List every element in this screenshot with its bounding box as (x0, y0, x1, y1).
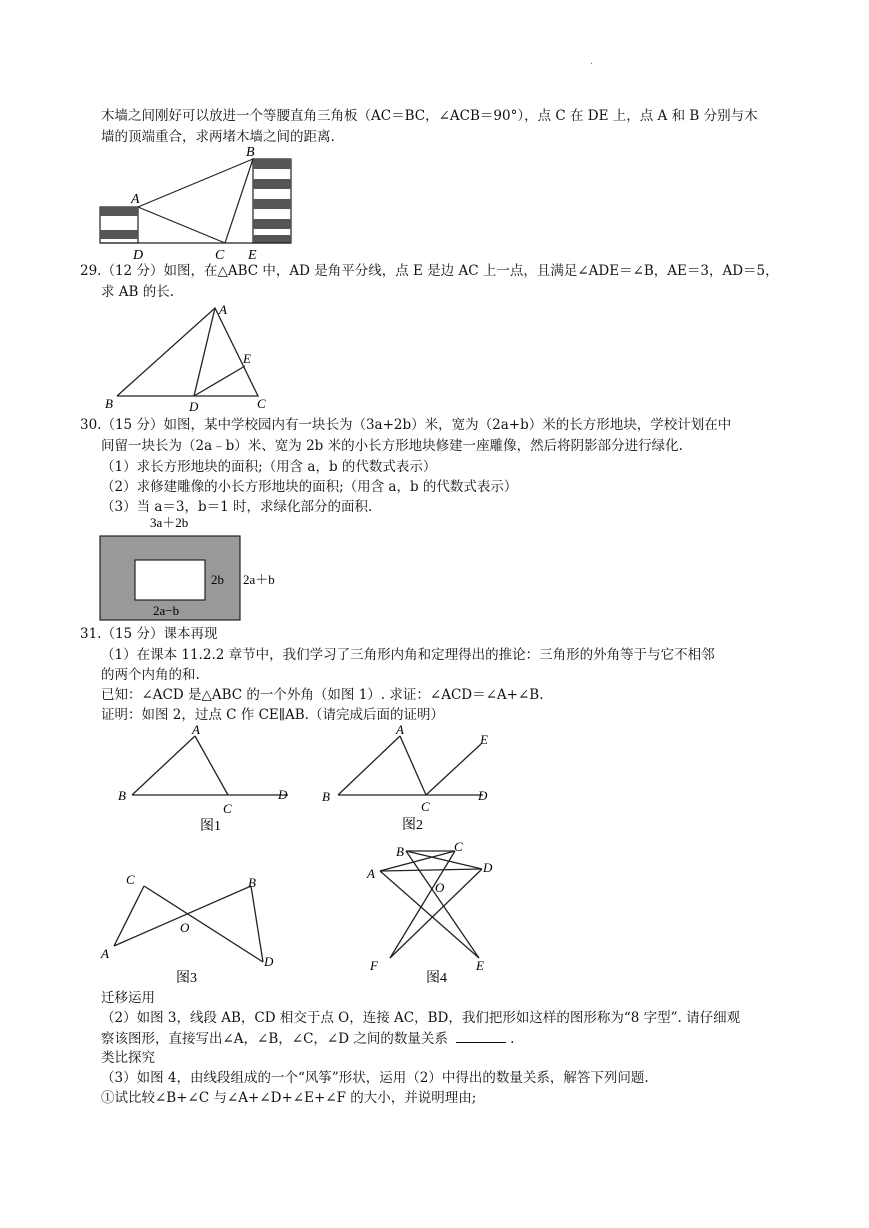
fig3-label-o: O (180, 920, 190, 935)
fig4-label-e: E (476, 958, 484, 973)
fig4-caption: 图4 (426, 971, 447, 986)
fig2-label-b: B (322, 789, 330, 804)
q31-text-line9: ①试比较∠B+∠C 与∠A+∠D+∠E+∠F 的大小，并说明理由; (101, 1090, 477, 1106)
fig3-label-b: B (248, 875, 256, 890)
q31-text-line2: （1）在课本 11.2.2 章节中，我们学习了三角形内角和定理得出的推论：三角形的外角等于与它不相邻 (101, 647, 715, 663)
fig3-label-c: C (126, 872, 135, 887)
q29-label-d: D (189, 399, 199, 413)
q31-line7-text: 察该图形，直接写出∠A，∠B，∠C，∠D 之间的数量关系 (101, 1031, 448, 1047)
q30-text-line2: 间留一块长为（2a﹣b）米、宽为 2b 米的小长方形地块修建一座雕像，然后将阴影部分进行绿化. (101, 438, 683, 454)
q30-label-top: 3a＋2b (150, 515, 189, 530)
fig1-label-d: D (278, 787, 288, 802)
q29-label-e: E (243, 351, 251, 366)
fig4-label-d: D (483, 860, 493, 875)
q29-text-line2: 求 AB 的长. (101, 284, 175, 300)
fig1-caption: 图1 (200, 819, 221, 834)
q31-line7-end: . (510, 1031, 515, 1047)
q30-sub1: （1）求长方形地块的面积;（用含 a，b 的代数式表示） (101, 459, 437, 475)
q28-label-c: C (215, 248, 225, 261)
q31-section-transfer: 迁移运用 (101, 990, 155, 1006)
q30-label-inner-w: 2a−b (153, 603, 180, 618)
q31-figure-1 (110, 722, 300, 834)
fig4-label-o: O (435, 880, 445, 895)
q29-label-c: C (257, 396, 266, 411)
q30-sub3: （3）当 a＝3，b＝1 时，求绿化部分的面积. (101, 499, 373, 515)
q31-figure-3 (96, 870, 296, 990)
fig4-label-f: F (370, 958, 378, 973)
q28-label-a: A (131, 192, 140, 207)
q29-figure (105, 298, 280, 413)
fig2-caption: 图2 (402, 818, 423, 833)
q30-label-inner-h: 2b (211, 572, 224, 587)
q30-sub2: （2）求修建雕像的小长方形地块的面积;（用含 a，b 的代数式表示） (101, 479, 518, 495)
q29-label-b: B (105, 396, 113, 411)
fig2-label-d: D (478, 788, 488, 803)
fig2-label-e: E (480, 732, 488, 747)
q30-label-right: 2a＋b (243, 572, 275, 587)
fig4-label-a: A (367, 866, 375, 881)
q28-label-b: B (246, 145, 255, 160)
fig3-label-d: D (264, 954, 274, 969)
q28-text-line2: 墙的顶端重合，求两堵木墙之间的距离. (101, 129, 335, 145)
fig2-label-c: C (421, 799, 430, 814)
q31-text-line8: （3）如图 4，由线段组成的一个“风筝”形状，运用（2）中得出的数量关系，解答下列问题. (101, 1070, 649, 1086)
header-mark: . (590, 56, 594, 67)
fig1-label-c: C (223, 801, 232, 816)
fig3-caption: 图3 (176, 971, 197, 986)
q31-text-line3: 的两个内角的和. (101, 667, 200, 683)
q31-text-line7 (101, 1029, 514, 1048)
q31-figure-2 (318, 722, 503, 834)
q29-text-line1: 29.（12 分）如图，在△ABC 中，AD 是角平分线，点 E 是边 AC 上一点，且满足∠ADE＝∠B，AE＝3，AD＝5， (80, 263, 779, 279)
q31-section-analogy: 类比探究 (101, 1050, 155, 1066)
fig2-label-a: A (396, 722, 404, 737)
q28-figure (95, 143, 300, 261)
q28-text-line1: 木墙之间刚好可以放进一个等腰直角三角板（AC＝BC，∠ACB＝90°），点 C 在 DE 上，点 A 和 B 分别与木 (101, 108, 758, 124)
fig1-label-a: A (192, 722, 200, 737)
q31-text-line1: 31.（15 分）课本再现 (80, 626, 218, 642)
fig1-label-b: B (118, 788, 126, 803)
answer-blank[interactable] (456, 1029, 506, 1043)
q31-figure-4 (362, 836, 502, 986)
q31-text-line6: （2）如图 3，线段 AB，CD 相交于点 O，连接 AC，BD，我们把形如这样的图形称为“8 字型”. 请仔细观 (101, 1010, 741, 1026)
q31-text-line4: 已知：∠ACD 是△ABC 的一个外角（如图 1）. 求证：∠ACD＝∠A+∠B. (101, 687, 544, 703)
q30-text-line1: 30.（15 分）如图，某中学校园内有一块长为（3a+2b）米，宽为（2a+b）米的长方形地块，学校计划在中 (80, 417, 732, 433)
q29-label-a: A (219, 302, 227, 317)
q30-figure (95, 512, 295, 624)
fig3-label-a: A (101, 946, 109, 961)
fig4-label-b: B (396, 844, 404, 859)
fig4-label-c: C (454, 839, 463, 854)
q31-text-line5: 证明：如图 2，过点 C 作 CE∥AB.（请完成后面的证明） (101, 707, 444, 723)
q28-label-d: D (133, 248, 144, 261)
q28-label-e: E (248, 248, 257, 261)
